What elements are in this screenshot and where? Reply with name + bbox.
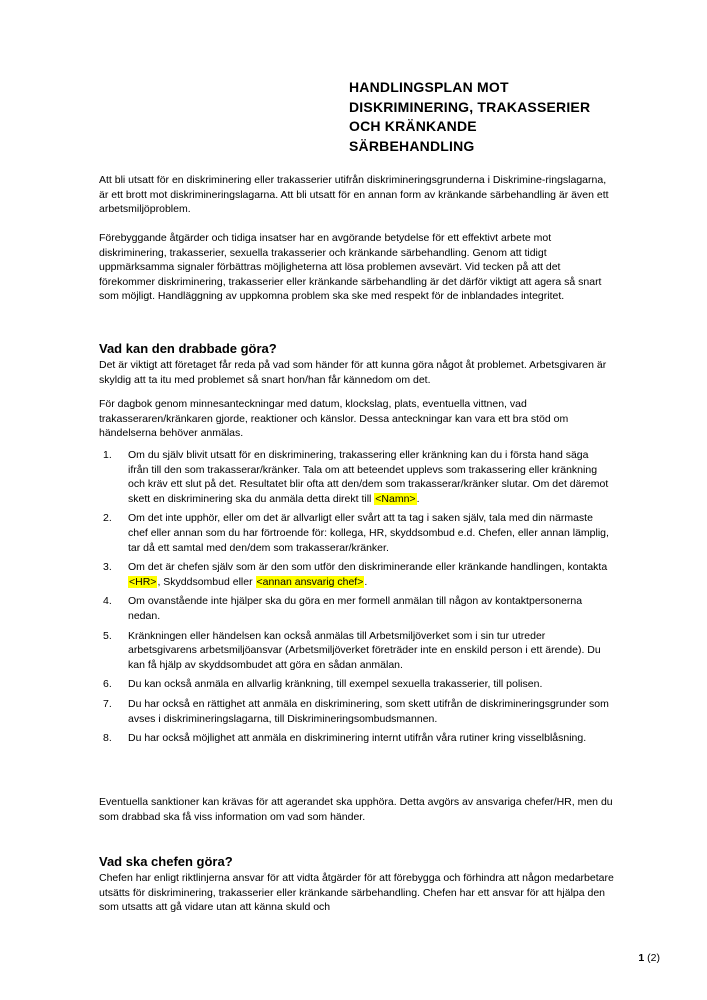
section-heading-chefen: Vad ska chefen göra? — [99, 854, 233, 869]
list-item-number: 4. — [103, 595, 112, 608]
placeholder-highlight: <HR> — [129, 575, 157, 588]
list-item-text: Du har också möjlighet att anmäla en diskriminering internt utifrån våra rutiner kring visselblåsning. — [128, 732, 587, 745]
numbered-list — [99, 448, 618, 751]
paragraph: Det är viktigt att företaget får reda på vad som händer för att kunna göra något åt problemet. Arbetsgivaren är skyldig att ta itu med problemet så snart hon/han får kännedom om det. — [99, 359, 607, 386]
list-item — [99, 629, 618, 673]
placeholder-highlight: <annan ansvarig chef> — [256, 575, 364, 588]
list-item — [99, 677, 618, 692]
document-title-line: DISKRIMINERING, TRAKASSERIER — [349, 98, 591, 115]
paragraph: För dagbok genom minnesanteckningar med datum, klockslag, plats, eventuella vittnen, vad trakasseraren/kränkaren gjorde, reaktioner och känslor. Dessa anteckningar kan vara ett bra stöd om händelserna behöver anmälas. — [99, 398, 569, 440]
list-item — [99, 448, 618, 506]
placeholder-highlight: <Namn> — [375, 492, 416, 505]
list-item-text: Om det inte upphör, eller om det är allvarligt eller svårt att ta tag i saken själv, tala med din närmaste chef eller annan som du har förtroende för: kollega, HR, skyddsombud e.d. Chefen, eller annan lämplig, tar då ett samtal med den/dem som trakasserar/kränker. — [128, 512, 609, 554]
list-item-text: Du kan också anmäla en allvarlig kränkning, till exempel sexuella trakasserier, till polisen. — [128, 678, 543, 691]
list-item-text: Om du själv blivit utsatt för en diskriminering, trakassering eller kränkning kan du i första hand säga ifrån till den som trakasserar/kränker. Tala om att beteendet upplevs som trakassering eller kränkning och kräv ett slut på det. Resultatet blir ofta att den/dem som trakasserar/kränker slutar. Om det däremot skett en diskriminering ska du anmäla detta direkt till <Namn>. — [128, 449, 609, 505]
list-item — [99, 594, 618, 623]
list-item-text: Du har också en rättighet att anmäla en diskriminering, som skett utifrån de diskrimineringsgrunder som avses i diskrimineringslagarna, till Diskrimineringsombudsmannen. — [128, 697, 609, 725]
list-item-number: 7. — [103, 697, 112, 710]
page-number-current: 1 — [638, 952, 645, 964]
document-title-line: HANDLINGSPLAN MOT — [349, 79, 509, 95]
list-item-number: 5. — [103, 629, 112, 642]
document-title-line: SÄRBEHANDLING — [349, 137, 475, 154]
document-title-line: OCH KRÄNKANDE — [349, 118, 477, 134]
page-number — [638, 951, 660, 966]
list-item-text: Om det är chefen själv som är den som utför den diskriminerande eller kränkande handlingen, kontakta <HR>, Skyddsombud eller <annan ansvarig chef>. — [128, 561, 608, 588]
list-item-text: Kränkningen eller händelsen kan också anmälas till Arbetsmiljöverket som i sin tur utreder arbetsgivarens arbetsmiljöansvar (Arbetsmiljöverket företräder inte en enskild person i ett ärende). Du kan få hjälp av skyddsombudet att göra en sådan anmälan. — [128, 629, 601, 671]
list-item — [99, 511, 618, 555]
section-heading-drabbade: Vad kan den drabbade göra? — [99, 341, 277, 356]
list-item — [99, 560, 618, 589]
list-item-number: 1. — [103, 449, 112, 461]
paragraph: Eventuella sanktioner kan krävas för att agerandet ska upphöra. Detta avgörs av ansvariga chefer/HR, men du som drabbad ska få viss information om vad som händer. — [99, 796, 613, 823]
list-item-number: 2. — [103, 512, 112, 525]
list-item-number: 8. — [103, 732, 112, 745]
intro-paragraph-1: Att bli utsatt för en diskriminering eller trakasserier utifrån diskrimineringsgrunderna i Diskrimine-ringslagarna, är ett brott mot diskrimineringslagarna. Att bli utsatt för en annan form av kränkande särbehandling är även ett arbetsmiljöproblem. — [99, 174, 609, 216]
list-item-text: Om ovanstående inte hjälper ska du göra en mer formell anmälan till någon av kontaktpersonerna nedan. — [128, 595, 583, 622]
intro-paragraph-2: Förebyggande åtgärder och tidiga insatser har en avgörande betydelse för ett effektivt arbete mot diskriminering, trakasserier, sexuella trakasserier och kränkande särbehandling. Genom att tidigt uppmärksamma signaler förbättras möjligheterna att lösa problemen avsevärt. Vid tecken på att det förekommer diskriminering, trakasserier eller kränkande särbehandling är det därför viktigt att agera så snart som möjligt. Handläggning av uppkomna problem ska ske med respekt för de inblandades integritet. — [99, 232, 602, 303]
list-item-number: 6. — [103, 678, 112, 691]
list-item — [99, 731, 618, 746]
list-item-number: 3. — [103, 561, 112, 574]
page-number-total: (2) — [647, 952, 660, 964]
document-title — [349, 78, 590, 156]
list-item — [99, 697, 618, 726]
paragraph: Chefen har enligt riktlinjerna ansvar för att vidta åtgärder för att förebygga och förhindra att någon medarbetare utsätts för diskriminering, trakasserier eller kränkande särbehandling. Chefen har ett ansvar för att hjälpa den som utsatts att gå vidare utan att känna skuld och — [99, 872, 614, 914]
